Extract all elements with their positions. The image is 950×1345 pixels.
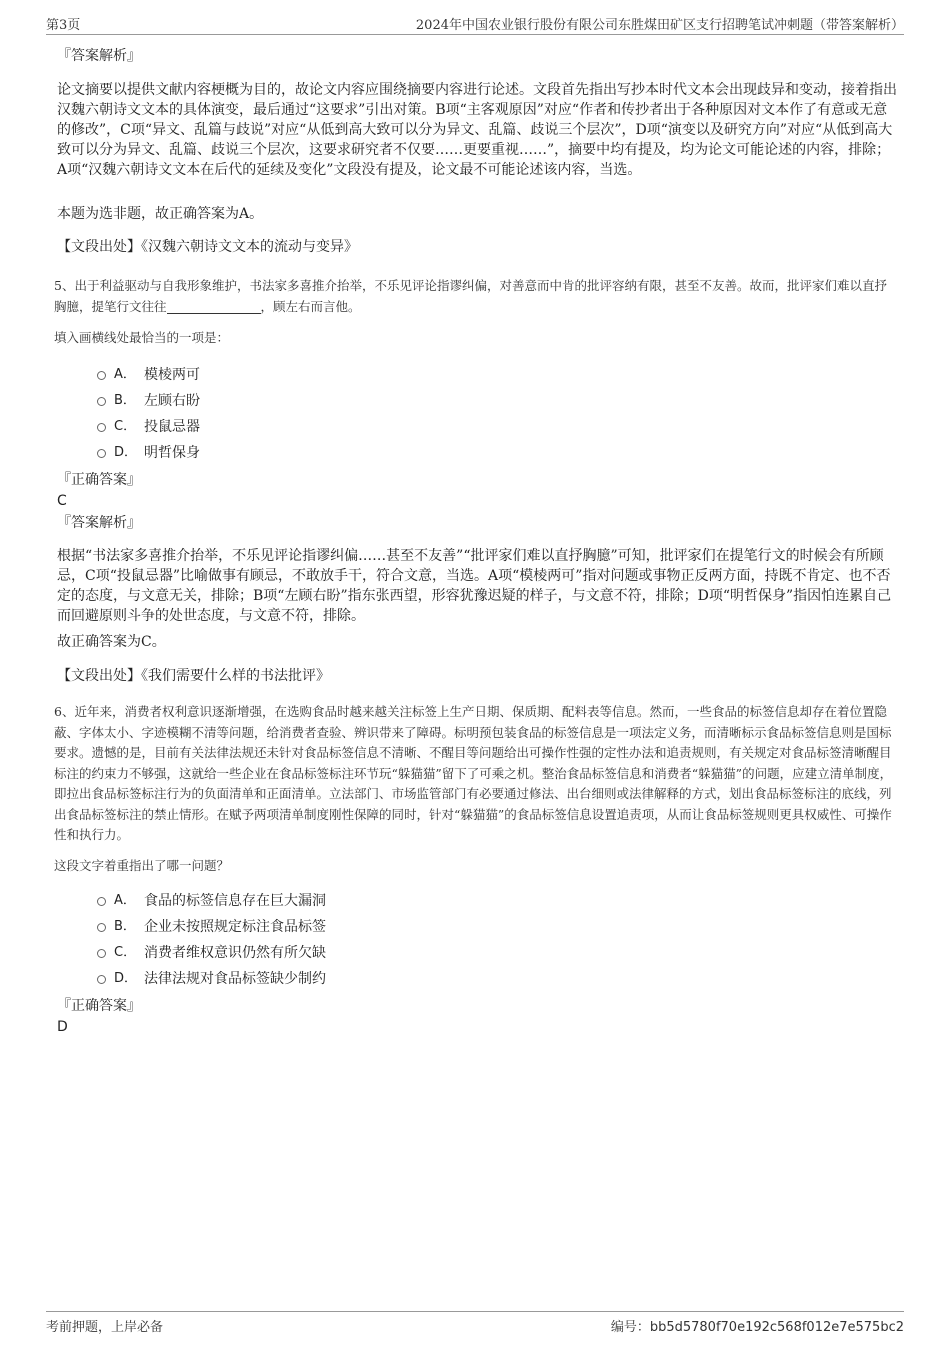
q6-option-d[interactable]: D． 法律法规对食品标签缺少制约 bbox=[97, 966, 326, 992]
q5-stem-before: 5、出于利益驱动与自我形象维护，书法家多喜推介抬举，不乐见评论指谬纠偏，对善意而中肯的批评容纳有限，甚至不友善。故而，批评家们难以直抒胸臆，提笔行文往往 bbox=[54, 278, 887, 314]
q6-stem: 6、近年来，消费者权利意识逐渐增强，在选购食品时越来越关注标签上生产日期、保质期、配料表等信息。然而，一些食品的标签信息却存在着位置隐蔽、字体太小、字迹模糊不清等问题，给消费者查验、辨识带来了障碍。标明预包装食品的标签信息是一项法定义务，而清晰标示食品标签信息则是国标要求。遗憾的是，目前有关法律法规还未针对食品标签信息不清晰、不醒目等问题给出可操作性强的定性办法和追责规则，有关规定对食品标签清晰醒目标注的约束力不够强，这就给一些企业在食品标签标注环节玩“躲猫猫”留下了可乘之机。整治食品标签信息和消费者“躲猫猫”的问题，应建立清单制度，即拉出食品标签标注行为的负面清单和正面清单。立法部门、市场监管部门有必要通过修法、出台细则或法律解释的方式，划出食品标签标注的底线，列出食品标签标注的禁止情形。在赋予两项清单制度刚性保障的同时，针对“躲猫猫”的食品标签信息设置追责项，从而让食品标签规则更具权威性、可操作性和执行力。 bbox=[54, 704, 893, 842]
q5-analysis-text: 根据“书法家多喜推介抬举，不乐见评论指谬纠偏……甚至不友善”“批评家们难以直抒胸臆”可知，批评家们在提笔行文的时候会有所顾忌，C项“投鼠忌器”比喻做事有顾忌，不敢放手干，符合文意，当选。A项“模棱两可”指对问题或事物正反两方面，持既不肯定、也不否定的态度，与文意无关，排除；B项“左顾右盼”指东张西望，形容犹豫迟疑的样子，与文意不符，排除；D项“明哲保身”指因怕连累自己而回避原则斗争的处世态度，与文意不符，排除。 bbox=[57, 548, 892, 624]
radio-icon[interactable] bbox=[97, 371, 106, 380]
radio-icon[interactable] bbox=[97, 423, 106, 432]
q5-source-title: 《我们需要什么样的书法批评》 bbox=[141, 668, 330, 684]
radio-icon[interactable] bbox=[97, 397, 106, 406]
footer-code bbox=[611, 1316, 904, 1335]
q5-option-b[interactable]: B． 左顾右盼 bbox=[97, 388, 200, 414]
q4-source-label: 【文段出处】 bbox=[57, 239, 141, 255]
q6-option-c[interactable]: C． 消费者维权意识仍然有所欠缺 bbox=[97, 940, 326, 966]
radio-icon[interactable] bbox=[97, 923, 106, 932]
q6-options bbox=[97, 888, 326, 992]
q4-conclusion: 本题为选非题，故正确答案为A。 bbox=[57, 206, 264, 222]
q5-options bbox=[97, 362, 200, 466]
radio-icon[interactable] bbox=[97, 449, 106, 458]
q5-source bbox=[57, 666, 330, 686]
q5-answer-label: 『正确答案』 bbox=[57, 472, 141, 488]
q5-conclusion: 故正确答案为C。 bbox=[57, 634, 166, 650]
q4-analysis-label: 『答案解析』 bbox=[57, 48, 141, 64]
footer-code-value: bb5d5780f70e192c568f012e7e575bc2 bbox=[649, 1320, 904, 1335]
q5-answer: C bbox=[57, 493, 67, 509]
page-number: 第3页 bbox=[46, 18, 81, 33]
q5-option-d[interactable]: D． 明哲保身 bbox=[97, 440, 200, 466]
radio-icon[interactable] bbox=[97, 897, 106, 906]
q5-source-label: 【文段出处】 bbox=[57, 668, 141, 684]
q6-prompt: 这段文字着重指出了哪一问题？ bbox=[54, 858, 230, 873]
q6-option-a[interactable]: A． 食品的标签信息存在巨大漏洞 bbox=[97, 888, 326, 914]
q6-option-b[interactable]: B． 企业未按照规定标注食品标签 bbox=[97, 914, 326, 940]
page-footer bbox=[46, 1311, 904, 1336]
q5-stem bbox=[54, 276, 899, 317]
radio-icon[interactable] bbox=[97, 975, 106, 984]
q6-answer: D bbox=[57, 1019, 68, 1035]
q4-analysis-text: 论文摘要以提供文献内容梗概为目的，故论文内容应围绕摘要内容进行论述。文段首先指出写抄本时代文本会出现歧异和变动，接着指出汉魏六朝诗文文本的具体演变，最后通过“这要求”引出对策。B项“主客观原因”对应“作者和传抄者出于各种原因对文本作了有意或无意的修改”，C项“异文、乱篇与歧说”对应“从低到高大致可以分为异文、乱篇、歧说三个层次”，D项“演变以及研究方向”对应“从低到高大致可以分为异文、乱篇、歧说三个层次，这要求研究者不仅要……更要重视……”，摘要中均有提及，均为论文可能论述的内容，排除；A项“汉魏六朝诗文文本在后代的延续及变化”文段没有提及，论文最不可能论述该内容，当选。 bbox=[57, 82, 897, 178]
q5-analysis-label: 『答案解析』 bbox=[57, 515, 141, 531]
page-header bbox=[46, 14, 904, 35]
q5-prompt: 填入画横线处最恰当的一项是： bbox=[54, 330, 230, 345]
q5-option-a[interactable]: A． 模棱两可 bbox=[97, 362, 200, 388]
q5-stem-after: ，顾左右而言他。 bbox=[260, 298, 361, 314]
q4-source bbox=[57, 237, 358, 257]
document-title: 2024年中国农业银行股份有限公司东胜煤田矿区支行招聘笔试冲刺题（带答案解析） bbox=[415, 18, 904, 33]
q5-blank-line bbox=[167, 299, 261, 314]
footer-code-label: 编号： bbox=[610, 1320, 650, 1335]
q5-option-c[interactable]: C． 投鼠忌器 bbox=[97, 414, 200, 440]
radio-icon[interactable] bbox=[97, 949, 106, 958]
footer-slogan: 考前押题，上岸必备 bbox=[46, 1320, 164, 1335]
q4-source-title: 《汉魏六朝诗文文本的流动与变异》 bbox=[141, 239, 358, 255]
q6-answer-label: 『正确答案』 bbox=[57, 998, 141, 1014]
